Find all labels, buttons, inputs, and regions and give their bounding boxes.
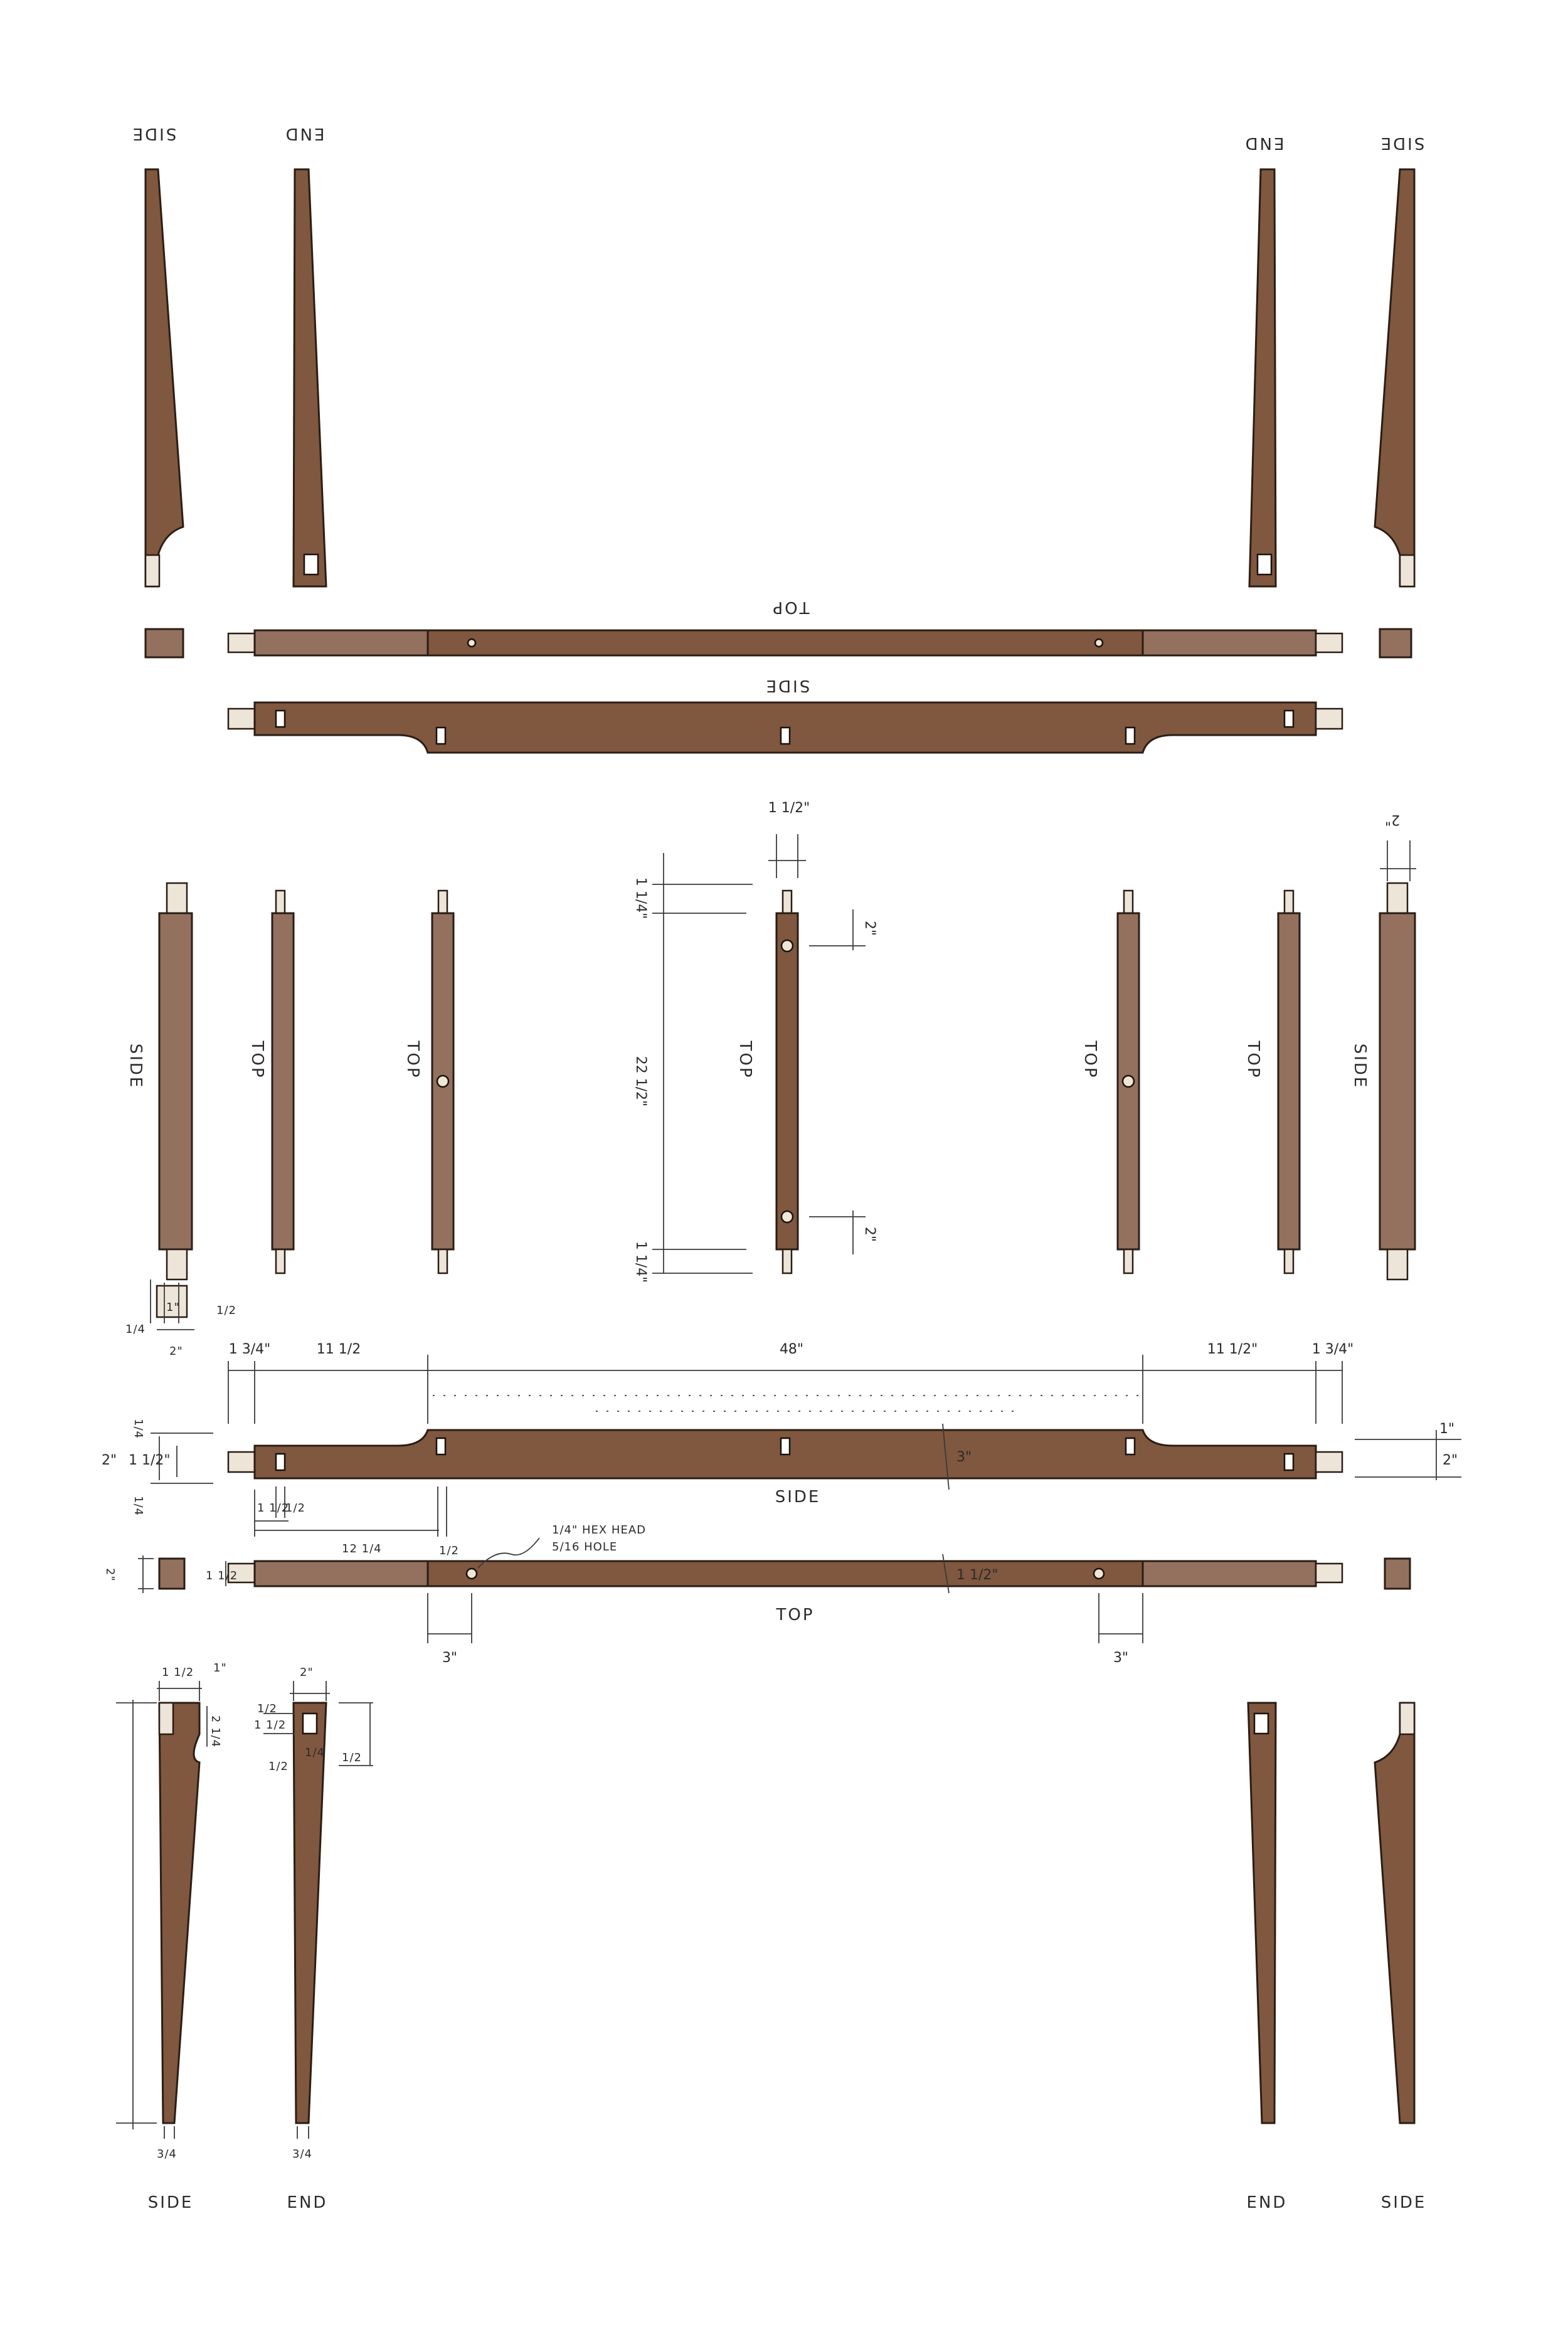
dim-leg-top-width-end: 2": [300, 1666, 314, 1679]
leg-top-left-side: [146, 169, 183, 586]
dim-leg-mortise-a: 1/2: [257, 1702, 277, 1715]
note-bolt-line2: 5/16 HOLE: [552, 1540, 618, 1554]
label-upper-rail-side: SIDE: [764, 676, 810, 695]
short-rail-side-right: [1380, 883, 1415, 1279]
dim-side-height-outer: 2": [102, 1453, 117, 1468]
short-rail-top-4: [1278, 891, 1300, 1273]
dim-hole-offset-top: 2": [862, 920, 877, 936]
dim-hole-offset-bottom: 2": [862, 1226, 877, 1242]
dim-leg-foot-end: 3/4: [292, 2148, 312, 2161]
dim-overall-left-tenon: 1 3/4": [228, 1342, 271, 1357]
leg-bottom-right-side: [1375, 1703, 1414, 2123]
main-rail-side-view: [228, 1430, 1342, 1478]
label-bottom-side-left: SIDE: [147, 2193, 194, 2212]
label-top-end-left: END: [283, 124, 325, 143]
dim-side-upper-quarter: 1/4: [132, 1419, 145, 1439]
dim-mortise-width: 1/2: [439, 1544, 459, 1557]
dim-right-end-height-inner: 1": [1439, 1421, 1455, 1437]
label-main-rail-top: TOP: [776, 1606, 815, 1624]
dim-top-center-thickness: 1 1/2": [956, 1567, 999, 1583]
leg-top-right-side: [1375, 169, 1414, 586]
note-bolt-line1: 1/4" HEX HEAD: [552, 1523, 647, 1537]
label-top-side-right: SIDE: [1379, 134, 1425, 152]
dim-leg-notch-width: 1": [213, 1661, 227, 1675]
upper-rail-side-view: [228, 702, 1342, 753]
dim-side-lower-quarter: 1/4: [132, 1496, 145, 1516]
label-short-rail-side-left: SIDE: [126, 1043, 145, 1089]
dim-leg-mortise-b: 1 1/2: [254, 1719, 287, 1732]
short-rail-top-3: [1118, 891, 1139, 1273]
dim-short-rail-width: 1 1/2": [768, 800, 810, 816]
dim-mortise-offset-b: 1/2: [285, 1502, 305, 1515]
short-rail-top-1: [272, 891, 294, 1273]
dim-tenon-detail-d: 2": [169, 1345, 183, 1358]
dim-leg-mortise-d: 1/2: [268, 1760, 289, 1773]
label-bottom-end-left: END: [287, 2193, 328, 2212]
dim-overall-left-span: 11 1/2: [316, 1342, 361, 1357]
leg-top-left-end: [294, 169, 326, 586]
dim-overall-center-span: 48": [779, 1342, 804, 1357]
dim-side-height-inner: 1 1/2": [129, 1453, 171, 1468]
label-short-rail-side-right: SIDE: [1350, 1043, 1369, 1089]
upper-rail-top-view: [146, 629, 1411, 657]
dim-mortise-offset-long: 12 1/4: [342, 1542, 382, 1555]
label-short-rail-top-3: TOP: [1081, 1041, 1099, 1079]
label-short-rail-top-center: TOP: [736, 1041, 755, 1079]
dim-leg-top-width-side: 1 1/2: [162, 1666, 194, 1679]
dim-short-rail-tenon-bottom: 1 1/4": [633, 1241, 649, 1283]
dim-leg-foot-side: 3/4: [157, 2148, 177, 2161]
dim-tenon-detail-a: 1/4: [125, 1323, 146, 1336]
main-rail-top-dimensions: [103, 1523, 1143, 1666]
dim-tenon-detail-b: 1": [166, 1301, 180, 1314]
leg-bottom-left-side: [159, 1703, 199, 2123]
dim-leg-mortise-e: 1/2: [342, 1751, 362, 1764]
dim-hole-edge-left: 3": [442, 1650, 458, 1666]
dim-top-end-height: 2": [103, 1568, 117, 1582]
label-short-rail-top-1: TOP: [248, 1041, 267, 1079]
dim-right-end-height-outer: 2": [1443, 1453, 1458, 1468]
dim-short-rail-end-width: 2": [1384, 812, 1401, 827]
short-rail-top-2: [432, 891, 453, 1273]
dim-rail-depth: 3": [956, 1449, 972, 1465]
dim-leg-mortise-c: 1/4: [305, 1746, 325, 1759]
dim-mortise-offset-a: 1 1/2: [257, 1502, 290, 1515]
main-rail-top-view: [159, 1559, 1410, 1589]
short-rail-side-left: [159, 883, 192, 1279]
dim-short-rail-tenon-top: 1 1/4": [633, 877, 649, 919]
short-rail-dimensions: [125, 800, 1416, 1358]
label-top-side-left: SIDE: [130, 124, 177, 143]
dim-overall-right-span: 11 1/2": [1207, 1342, 1258, 1357]
dim-leg-notch-depth: 2 1/4: [209, 1715, 222, 1748]
short-rail-top-center: [776, 891, 798, 1273]
label-upper-rail-top: TOP: [771, 598, 810, 617]
label-top-end-right: END: [1243, 134, 1285, 152]
label-short-rail-top-2: TOP: [403, 1041, 422, 1079]
label-bottom-side-right: SIDE: [1380, 2193, 1427, 2212]
label-short-rail-top-4: TOP: [1244, 1041, 1263, 1079]
dim-top-thickness: 1 1/2: [206, 1569, 238, 1582]
label-main-rail-side: SIDE: [775, 1488, 821, 1507]
leg-bottom-dimensions: [116, 1661, 373, 2161]
dim-short-rail-length: 22 1/2": [633, 1056, 649, 1107]
leg-top-right-end: [1249, 169, 1276, 586]
label-bottom-end-right: END: [1246, 2193, 1288, 2212]
dim-tenon-detail-c: 1/2: [216, 1304, 236, 1317]
dim-hole-edge-right: 3": [1113, 1650, 1129, 1666]
leg-bottom-right-end: [1248, 1703, 1276, 2123]
dim-overall-right-tenon: 1 3/4": [1311, 1342, 1354, 1357]
leg-bottom-left-end: [294, 1703, 326, 2123]
main-rail-overall-dimensions: [228, 1342, 1353, 1424]
